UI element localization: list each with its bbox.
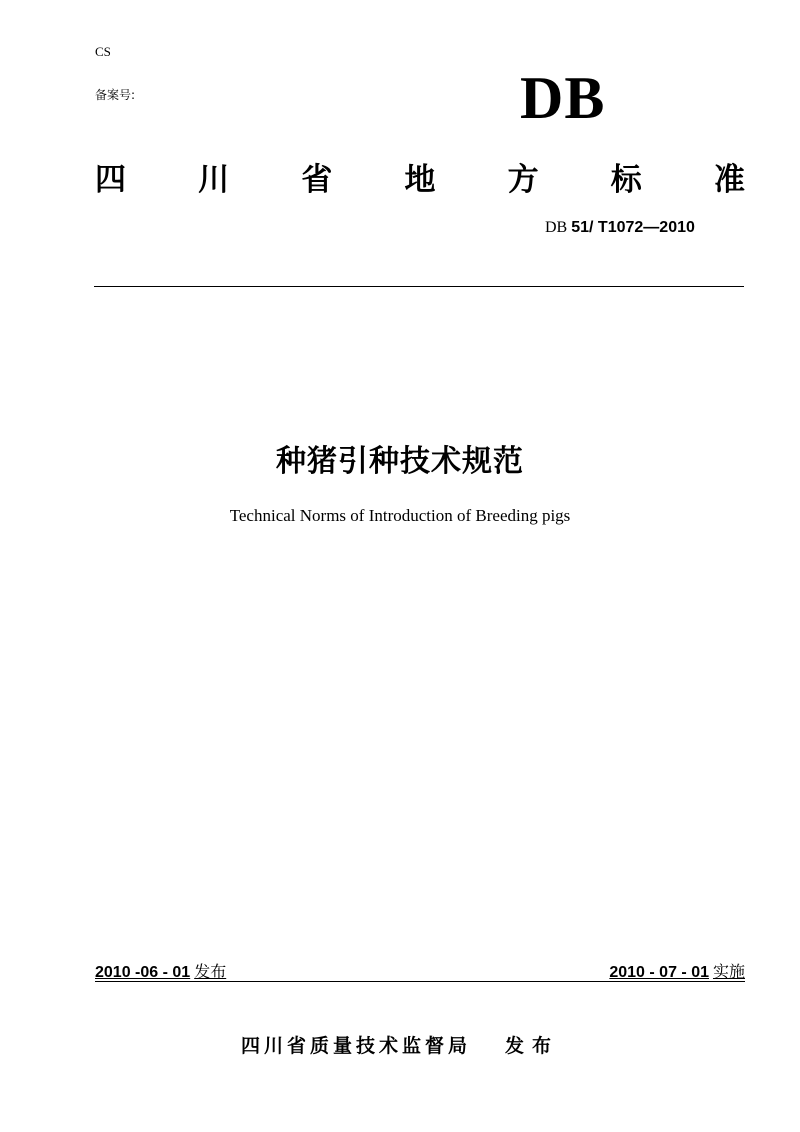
issue-date-block — [95, 959, 226, 982]
standard-type-char: 川 — [198, 162, 230, 198]
publish-label: 发布 — [505, 1035, 560, 1057]
standard-type-char: 四 — [95, 162, 126, 198]
standard-type-heading — [95, 154, 745, 199]
dates-row — [95, 959, 745, 982]
filing-number-label: 备案号: — [95, 88, 136, 102]
standard-type-char: 标 — [610, 162, 642, 198]
standard-type-char: 省 — [301, 162, 333, 198]
standard-type-char: 方 — [507, 162, 539, 198]
standard-number-prefix: DB — [545, 219, 572, 236]
standard-type-char: 准 — [713, 162, 745, 198]
implement-date-block — [609, 959, 745, 982]
db-logo: DB — [520, 65, 606, 131]
publisher-name: 四川省质量技术监督局 — [240, 1035, 471, 1057]
standard-type-char: 地 — [404, 162, 436, 198]
implement-label: 实施 — [712, 962, 745, 981]
issue-label: 发布 — [194, 962, 227, 981]
implement-date: 2010 - 07 - 01 — [609, 964, 709, 981]
publisher-row — [0, 1031, 800, 1058]
standard-number-main: 51/ T1072—2010 — [571, 219, 695, 236]
document-title-english: Technical Norms of Introduction of Breeding pigs — [229, 506, 571, 525]
header-divider — [94, 286, 744, 287]
document-title: 种猪引种技术规范 — [276, 444, 524, 479]
standard-number — [545, 219, 695, 237]
issue-date: 2010 -06 - 01 — [95, 964, 191, 981]
ics-code: CS — [95, 44, 111, 59]
